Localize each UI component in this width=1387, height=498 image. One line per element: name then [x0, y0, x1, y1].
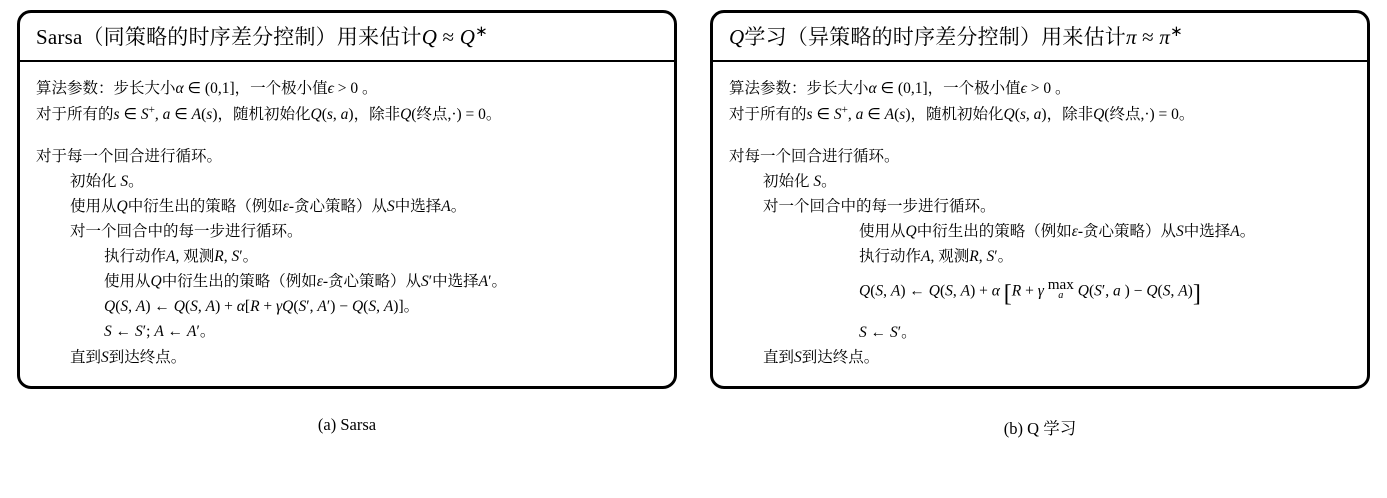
algorithm-line: 初始化 S。 [70, 172, 144, 190]
algorithm-title-sarsa: Sarsa（同策略的时序差分控制）用来估计Q ≈ Q∗ [20, 13, 674, 62]
algorithm-line: Q(S, A) ← Q(S, A) + α[R + γQ(S′, A′) − Q(S, A)]。 [104, 298, 420, 316]
spacer [729, 128, 1351, 144]
figure-qlearning [705, 10, 1375, 439]
algorithm-line: 算法参数：步长大小α ∈ (0,1]，一个极小值ϵ > 0 。 [729, 80, 1071, 98]
algorithm-line: 算法参数：步长大小α ∈ (0,1]，一个极小值ϵ > 0 。 [36, 80, 378, 98]
algorithm-line: S ← S′。 [859, 324, 917, 342]
algorithm-box-qlearning [710, 10, 1370, 389]
algorithm-line: Q(S, A) ← Q(S, A) + α [R + γ max a Q(S′, a ) − Q(S, A)] [859, 275, 1201, 308]
algorithm-line: S ← S′; A ← A′。 [104, 323, 216, 341]
algorithm-line: 执行动作A, 观测R, S′。 [859, 248, 1014, 266]
algorithm-line: 使用从Q中衍生出的策略（例如ε-贪心策略）从S中选择A。 [70, 197, 467, 215]
algorithm-line: 对于每一个回合进行循环。 [36, 147, 223, 165]
figure-sarsa [12, 10, 682, 435]
algorithm-title-qlearning: Q学习（异策略的时序差分控制）用来估计π ≈ π∗ [713, 13, 1367, 62]
algorithm-line: 直到S到达终点。 [763, 349, 880, 367]
algorithm-line: 对一个回合中的每一步进行循环。 [70, 223, 303, 240]
algorithm-line: 使用从Q中衍生出的策略（例如ε-贪心策略）从S中选择A。 [859, 223, 1256, 240]
algorithm-line: 对每一个回合进行循环。 [729, 147, 900, 165]
algorithm-body-sarsa [20, 62, 674, 385]
algorithm-line: 对一个回合中的每一步进行循环。 [763, 197, 996, 215]
algorithm-line: 执行动作A, 观测R, S′。 [104, 248, 259, 266]
algorithm-line: 直到S到达终点。 [70, 348, 187, 366]
algorithm-line: 初始化 S。 [763, 172, 837, 190]
algorithm-line: 对于所有的s ∈ S+, a ∈ A(s)，随机初始化Q(s, a)，除非Q(终点,·) = 0。 [36, 104, 502, 124]
spacer [36, 128, 658, 144]
figure-caption-qlearning: (b) Q 学习 [1003, 419, 1077, 439]
figure-caption-sarsa: (a) Sarsa [317, 414, 377, 434]
algorithm-line: 对于所有的s ∈ S+, a ∈ A(s)，随机初始化Q(s, a)，除非Q(终点,·) = 0。 [729, 104, 1195, 124]
algorithm-box-sarsa [17, 10, 677, 389]
algorithm-body-qlearning [713, 62, 1367, 386]
algorithm-line: 使用从Q中衍生出的策略（例如ε-贪心策略）从S′中选择A′。 [104, 273, 508, 291]
